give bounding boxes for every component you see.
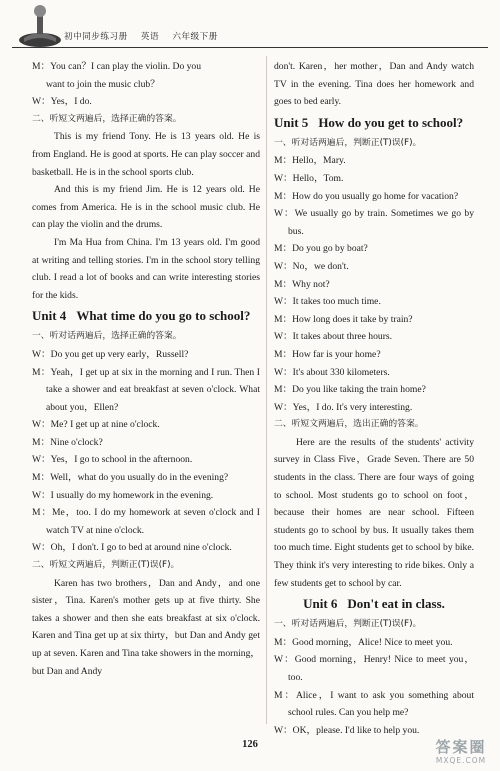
passage-paragraph: This is my friend Tony. He is 13 years old. He is from England. He is good at sports. He can play soccer and basketball. He is in the school sports club. — [32, 131, 260, 178]
dialogue-line: W：It's about 330 kilometers. — [274, 366, 390, 378]
dialogue-line: M：How long does it take by train? — [274, 313, 413, 325]
watermark-logo — [430, 738, 492, 768]
unit-6-heading — [274, 594, 474, 614]
dialogue-line: W：It takes about three hours. — [274, 331, 393, 343]
unit-title: How do you get to school? — [318, 114, 464, 130]
dialogue-line: M：How far is your home? — [274, 348, 381, 360]
dialogue-line: M：Good morning，Alice! Nice to meet you. — [274, 636, 453, 648]
grade-label: 六年级下册 — [172, 32, 218, 42]
dialogue-line: M：How do you usually go home for vacation? — [274, 190, 459, 202]
dialogue-line: W：Me? I get up at nine o'clock. — [32, 419, 160, 431]
section-heading: 一、听对话两遍后，判断正(T)误(F)。 — [274, 619, 422, 630]
dialogue-line: W：OK，please. I'd like to help you. — [274, 724, 420, 736]
dialogue-line: M：Yeah，I get up at six in the morning and I run. Then I take a shower and eat breakfast at seven o'clock. What about you，Ellen? — [32, 366, 260, 413]
column-divider — [266, 56, 267, 724]
dialogue-line: W：Do you get up very early，Russell? — [32, 348, 189, 360]
dialogue-line: W：Yes，I go to school in the afternoon. — [32, 454, 193, 466]
book-logo-icon — [18, 2, 62, 48]
dialogue-line: W：I usually do my homework in the evening. — [32, 489, 214, 501]
page-header — [12, 28, 488, 48]
dialogue-line: M：You can？I can play the violin. Do you — [32, 61, 202, 72]
passage-paragraph: don't. Karen，her mother，Dan and Andy watch TV in the evening. Tina does her homework and goes to bed early. — [274, 61, 474, 108]
dialogue-line: M：Alice，I want to ask you something about school rules. Can you help me? — [274, 689, 474, 719]
dialogue-line: M：Me，too. I do my homework at seven o'clock and I watch TV at nine o'clock. — [32, 507, 260, 536]
unit-label: Unit 4 — [32, 308, 67, 324]
left-column — [32, 58, 260, 680]
dialogue-line: W：No，we don't. — [274, 260, 349, 272]
unit-title: What time do you go to school? — [76, 308, 251, 324]
unit-4-heading — [32, 306, 260, 326]
dialogue-line: W：Good morning，Henry! Nice to meet you，too. — [274, 654, 474, 683]
header-title — [64, 31, 228, 43]
dialogue-line: want to join the music club？ — [46, 78, 160, 90]
dialogue-line: W：Yes，I do. — [32, 96, 92, 108]
dialogue-line: M：Why not? — [274, 278, 330, 290]
section-heading: 二、听短文两遍后，选出正确的答案。 — [274, 419, 424, 430]
watermark-domain: MXQE.COM — [435, 756, 487, 765]
dialogue-line: M：Well，what do you usually do in the evening? — [32, 472, 229, 484]
unit-5-heading — [274, 113, 474, 133]
passage-paragraph: And this is my friend Jim. He is 12 years old. He comes from America. He is in the school music club. He can play the violin and the drums. — [32, 184, 260, 231]
subject-label: 英语 — [140, 32, 160, 42]
dialogue-line: W：We usually go by train. Sometimes we go by bus. — [274, 208, 474, 237]
right-column — [274, 58, 474, 739]
dialogue-line: M：Do you like taking the train home? — [274, 384, 426, 396]
dialogue-line: W：Hello，Tom. — [274, 172, 344, 184]
unit-title: Don't eat in class. — [347, 596, 445, 612]
passage-paragraph: Karen has two brothers，Dan and Andy，and one sister，Tina. Karen's mother gets up at five thirty. She takes a shower and then she eats breakfast at six o'clock. Karen and Tina get up at six thirty，but Dan and Andy get up at seven. Karen and Tina take showers in the morning，but Dan and Andy — [32, 577, 260, 677]
dialogue-line: M：Nine o'clock? — [32, 436, 103, 448]
passage-paragraph: Here are the results of the students' activity survey in Class Five，Grade Seven. There are 50 students in the class. There are four ways of going to school. Most students go to school on foot，because their homes are near school. Fifteen students go to school by bus. It usually takes them too much time. Eight students get to school by bike. They think it's very interesting to ride bikes. Only a few students get to school by car. — [274, 436, 474, 589]
passage-paragraph: I'm Ma Hua from China. I'm 13 years old. I'm good at writing and telling stories. I'm in the school story telling club. I read a lot of books and can write interesting stories for the kids. — [32, 236, 260, 301]
unit-label: Unit 5 — [274, 114, 309, 130]
page-number: 126 — [242, 739, 258, 750]
dialogue-line: M：Do you go by boat? — [274, 243, 368, 255]
unit-label: Unit 6 — [303, 596, 338, 612]
dialogue-line: W：Yes，I do. It's very interesting. — [274, 401, 413, 413]
dialogue-line: W：Oh，I don't. I go to bed at around nine o'clock. — [32, 542, 232, 554]
section-heading: 一、听对话两遍后，选择正确的答案。 — [32, 331, 182, 342]
section-heading: 二、听短文两遍后，选择正确的答案。 — [32, 113, 182, 124]
section-heading: 二、听短文两遍后，判断正(T)误(F)。 — [32, 560, 180, 571]
book-title: 初中同步练习册 — [64, 32, 128, 42]
dialogue-line: W：It takes too much time. — [274, 296, 381, 308]
section-heading: 一、听对话两遍后，判断正(T)误(F)。 — [274, 137, 422, 148]
watermark-text: 答案圈 — [435, 738, 487, 756]
dialogue-line: M：Hello，Mary. — [274, 155, 346, 167]
header-rule — [12, 47, 488, 48]
